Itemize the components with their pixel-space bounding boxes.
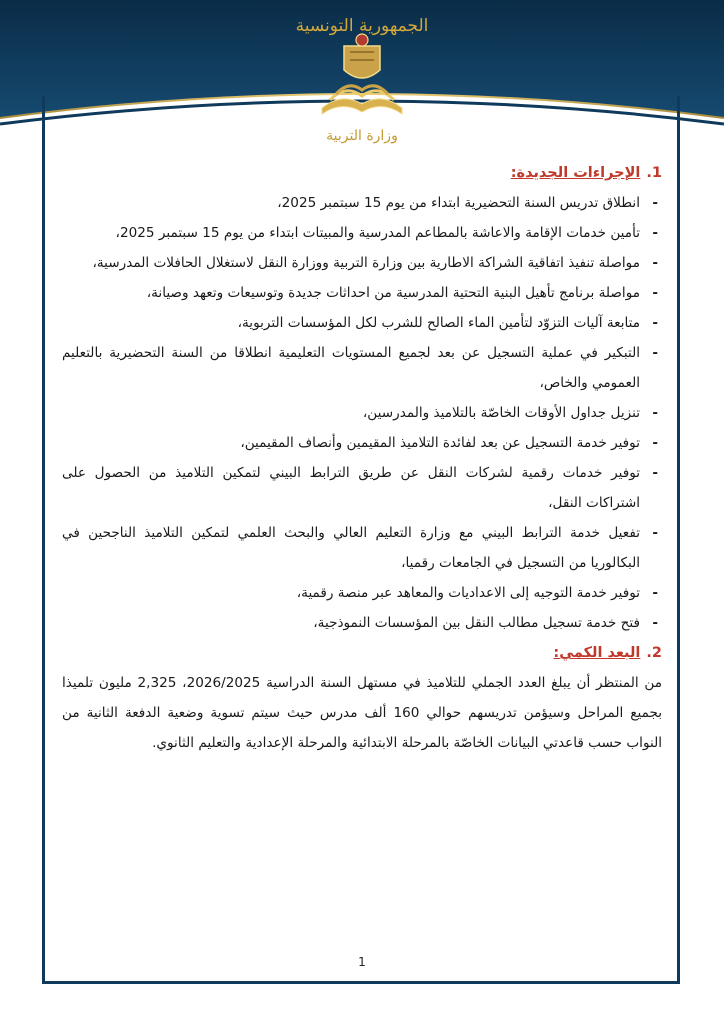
section-1-list: [62, 188, 662, 638]
document-body: [62, 158, 662, 758]
section-1-title: الإجراءات الجديدة:: [510, 165, 641, 181]
list-item: - توفير خدمة التسجيل عن بعد لفائدة التلاميذ المقيمين وأنصاف المقيمين،: [62, 428, 662, 458]
republic-label: الجمهورية التونسية: [295, 16, 429, 36]
section-1-heading: [62, 158, 662, 188]
section-2-number: 2.: [646, 645, 662, 661]
list-item: - فتح خدمة تسجيل مطالب النقل بين المؤسسات النموذجية،: [62, 608, 662, 638]
section-2-heading: [62, 638, 662, 668]
section-1-number: 1.: [646, 165, 662, 181]
section-2-title: البعد الكمي:: [553, 645, 641, 661]
list-item: - مواصلة برنامج تأهيل البنية التحتية المدرسية من احداثات جديدة وتوسيعات وتعهد وصيانة،: [62, 278, 662, 308]
section-2-paragraph: من المنتظر أن يبلغ العدد الجملي للتلاميذ في مستهل السنة الدراسية 2026/2025، 2,325 مليون تلميذا بجميع المراحل وسيؤمن تدريسهم حوالي 160 ألف مدرس حيث سيتم تسوية وضعية الدفعة الثانية من النواب حسب قاعدتي البيانات الخاصّة بالمرحلة الابتدائية والمرحلة الإعدادية والتعليم الثانوي.: [62, 675, 663, 751]
ministry-label: وزارة التربية: [326, 128, 398, 144]
list-item: - تنزيل جداول الأوقات الخاصّة بالتلاميذ والمدرسين،: [62, 398, 662, 428]
list-item: - توفير خدمة التوجيه إلى الاعداديات والمعاهد عبر منصة رقمية،: [62, 578, 662, 608]
list-item: - تفعيل خدمة الترابط البيني مع وزارة التعليم العالي والبحث العلمي لتمكين التلاميذ الناجحين في البكالوريا من التسجيل في الجامعات رقميا،: [62, 518, 662, 578]
list-item: - متابعة آليات التزوّد لتأمين الماء الصالح للشرب لكل المؤسسات التربوية،: [62, 308, 662, 338]
list-item: - تأمين خدمات الإقامة والاعاشة بالمطاعم المدرسية والمبيتات ابتداء من يوم 15 سبتمبر 2025،: [62, 218, 662, 248]
list-item: - انطلاق تدريس السنة التحضيرية ابتداء من يوم 15 سبتمبر 2025،: [62, 188, 662, 218]
page-number: 1: [358, 955, 366, 969]
list-item: - مواصلة تنفيذ اتفاقية الشراكة الاطارية بين وزارة التربية ووزارة النقل لاستغلال الحافلات المدرسية،: [62, 248, 662, 278]
list-item: - توفير خدمات رقمية لشركات النقل عن طريق الترابط البيني لتمكين التلاميذ من الحصول على اشتراكات النقل،: [62, 458, 662, 518]
list-item: - التبكير في عملية التسجيل عن بعد لجميع المستويات التعليمية انطلاقا من السنة التحضيرية بالتعليم العمومي والخاص،: [62, 338, 662, 398]
